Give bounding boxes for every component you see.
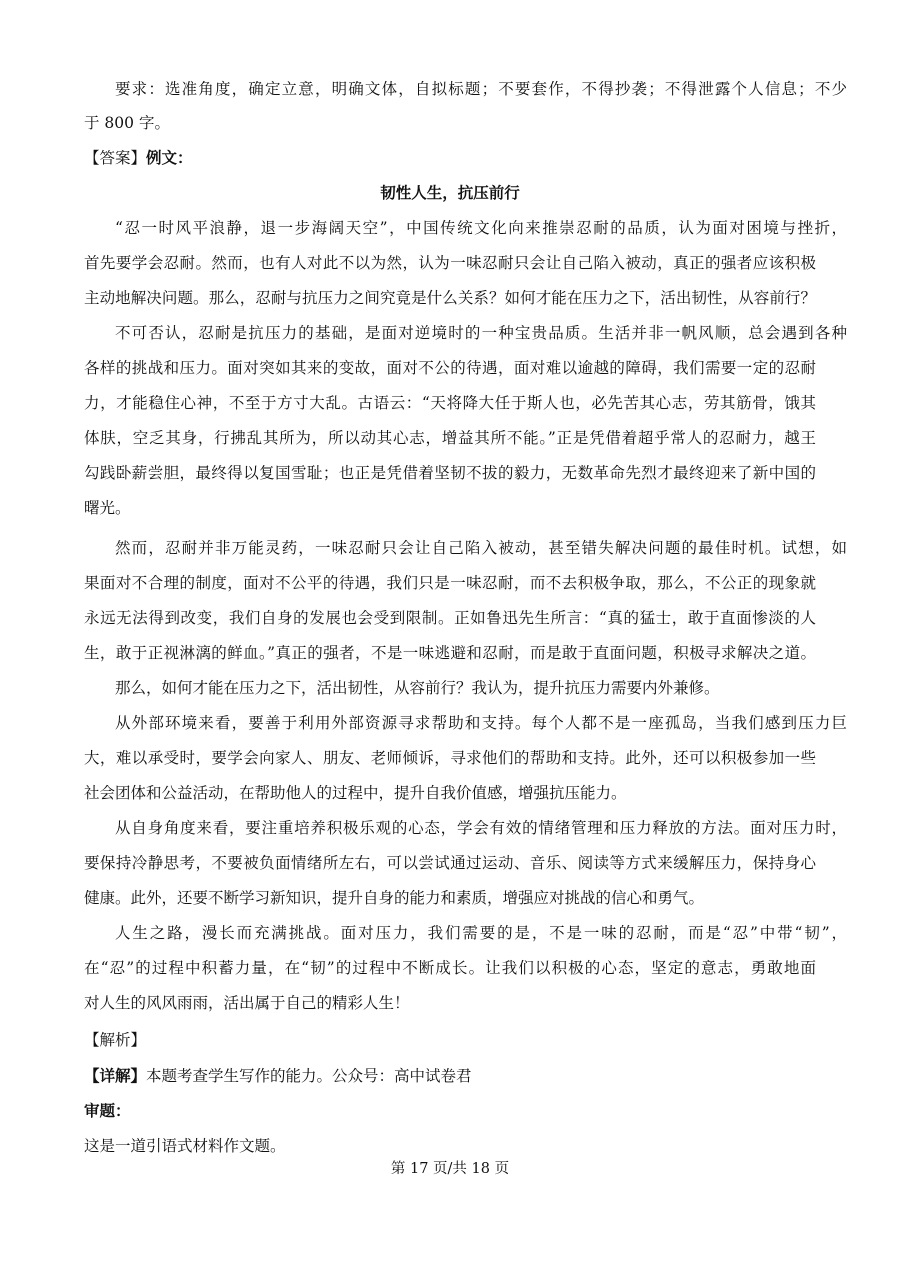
essay-line: 从外部环境来看，要善于利用外部资源寻求帮助和支持。每个人都不是一座孤岛，当我们感到压力巨 [115, 714, 847, 732]
essay-line: 勾践卧薪尝胆，最终得以复国雪耻；也正是凭借着坚韧不拔的毅力，无数革命先烈才最终迎来了新中国的 [84, 464, 816, 482]
essay-line: 不可否认，忍耐是抗压力的基础，是面对逆境时的一种宝贵品质。生活并非一帆风顺，总会遇到各种 [115, 324, 847, 342]
essay-line: 人生之路，漫长而充满挑战。面对压力，我们需要的是，不是一味的忍耐，而是“忍”中带“韧”， [115, 924, 847, 942]
essay-line: 在“忍”的过程中积蓄力量，在“韧”的过程中不断成长。让我们以积极的心态，坚定的意志，勇敢地面 [84, 959, 816, 977]
essay-line: 体肤，空乏其身，行拂乱其所为，所以动其心志，增益其所不能。”正是凭借着超乎常人的忍耐力，越王 [84, 429, 816, 447]
essay-line: 对人生的风风雨雨，活出属于自己的精彩人生！ [84, 994, 410, 1012]
review-label: 审题： [84, 1101, 131, 1120]
essay-line: 力，才能稳住心神，不至于方寸大乱。古语云：“天将降大任于斯人也，必先苦其心志，劳其筋骨，饿其 [84, 394, 816, 412]
review-text: 这是一道引语式材料作文题。 [84, 1137, 286, 1155]
essay-line: 曙光。 [84, 499, 131, 517]
essay-line: 各样的挑战和压力。面对突如其来的变故，面对不公的待遇，面对难以逾越的障碍，我们需要一定的忍耐 [84, 359, 816, 377]
detail-text: 本题考查学生写作的能力。公众号：高中试卷君 [146, 1067, 472, 1085]
essay-line: 生，敢于正视淋漓的鲜血。”真正的强者，不是一味逃避和忍耐，而是敢于直面问题，积极寻求解决之道。 [84, 644, 816, 662]
essay-line: 首先要学会忍耐。然而，也有人对此不以为然，认为一味忍耐只会让自己陷入被动，真正的强者应该积极 [84, 254, 816, 272]
essay-line: 然而，忍耐并非万能灵药，一味忍耐只会让自己陷入被动，甚至错失解决问题的最佳时机。试想，如 [115, 539, 847, 557]
essay-line: 主动地解决问题。那么，忍耐与抗压力之间究竟是什么关系？如何才能在压力之下，活出韧性，从容前行？ [84, 289, 816, 307]
essay-line: 那么，如何才能在压力之下，活出韧性，从容前行？我认为，提升抗压力需要内外兼修。 [115, 679, 720, 697]
essay-line: 从自身角度来看，要注重培养积极乐观的心态，学会有效的情绪管理和压力释放的方法。面对压力时， [115, 819, 847, 837]
essay-line: 大，难以承受时，要学会向家人、朋友、老师倾诉，寻求他们的帮助和支持。此外，还可以积极参加一些 [84, 749, 816, 767]
detail-bracket: 【详解】 [84, 1066, 147, 1085]
detail-line [84, 1066, 816, 1086]
answer-label [84, 148, 816, 168]
essay-title: 韧性人生，抗压前行 [380, 183, 520, 202]
essay-line: 要保持冷静思考，不要被负面情绪所左右，可以尝试通过运动、音乐、阅读等方式来缓解压力，保持身心 [84, 854, 816, 872]
requirement-line-1: 要求：选准角度，确定立意，明确文体，自拟标题；不要套作，不得抄袭；不得泄露个人信息；不少 [115, 80, 847, 98]
analysis-label: 【解析】 [84, 1031, 147, 1049]
answer-text: 例文： [146, 148, 193, 167]
requirement-line-2: 于 800 字。 [84, 114, 170, 132]
essay-line: “忍一时风平浪静，退一步海阔天空”，中国传统文化向来推崇忍耐的品质，认为面对困境与挫折， [115, 219, 847, 237]
essay-line: 永远无法得到改变，我们自身的发展也会受到限制。正如鲁迅先生所言：“真的猛士，敢于直面惨淡的人 [84, 609, 816, 627]
answer-bracket: 【答案】 [84, 149, 147, 167]
essay-line: 果面对不合理的制度，面对不公平的待遇，我们只是一味忍耐，而不去积极争取，那么，不公正的现象就 [84, 574, 816, 592]
essay-line: 健康。此外，还要不断学习新知识，提升自身的能力和素质，增强应对挑战的信心和勇气。 [84, 889, 705, 907]
page-number-footer: 第 17 页/共 18 页 [390, 1161, 510, 1177]
essay-line: 社会团体和公益活动，在帮助他人的过程中，提升自我价值感，增强抗压能力。 [84, 784, 627, 802]
